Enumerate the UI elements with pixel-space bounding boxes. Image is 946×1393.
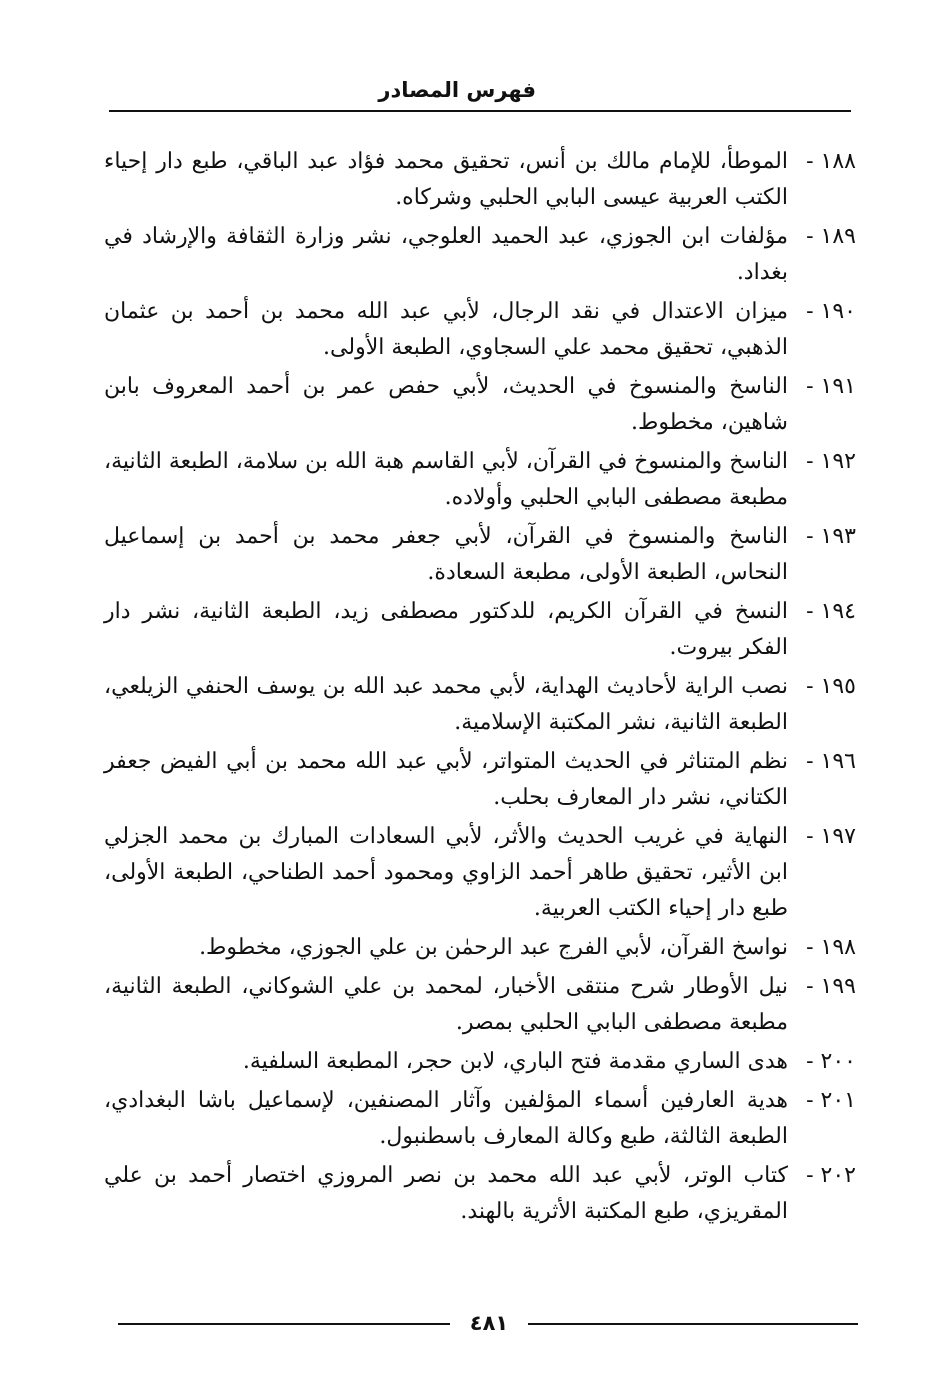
entry-number: ٢٠٢ - [806,1163,856,1188]
bibliography-entry [104,819,856,927]
entry-text: الناسخ والمنسوخ في القرآن، لأبي القاسم هبة الله بن سلامة، الطبعة الثانية، مطبعة مصطفى البابي الحلبي وأولاده. [104,449,788,510]
entry-number: ١٩١ - [806,374,856,399]
entry-number: ١٩٧ - [806,824,856,849]
entry-number: ١٩٩ - [806,974,856,999]
entry-number: ١٩٦ - [806,749,856,774]
bibliography-entry [104,930,856,966]
bibliography-entry [104,144,856,216]
entry-text: نواسخ القرآن، لأبي الفرج عبد الرحمٰن بن علي الجوزي، مخطوط. [199,935,788,960]
entry-text: النسخ في القرآن الكريم، للدكتور مصطفى زيد، الطبعة الثانية، نشر دار الفكر بيروت. [104,599,788,660]
bibliography-entry [104,594,856,666]
bibliography-entry [104,444,856,516]
footer-rule-left [118,1323,450,1325]
page-footer [118,1308,858,1338]
entry-number: ١٩٠ - [806,299,856,324]
bibliography-entry [104,294,856,366]
bibliography-entry [104,669,856,741]
entry-text: كتاب الوتر، لأبي عبد الله محمد بن نصر المروزي اختصار أحمد بن علي المقريزي، طبع المكتبة الأثرية بالهند. [104,1163,788,1224]
entry-text: النهاية في غريب الحديث والأثر، لأبي السعادات المبارك بن محمد الجزلي ابن الأثير، تحقيق طاهر أحمد الزاوي ومحمود أحمد الطناحي، الطبعة الأولى، طبع دار إحياء الكتب العربية. [104,824,789,921]
entry-number: ١٩٨ - [806,935,856,960]
entry-text: هدية العارفين أسماء المؤلفين وآثار المصنفين، لإسماعيل باشا البغدادي، الطبعة الثالثة، طبع وكالة المعارف باسطنبول. [104,1088,788,1149]
entry-number: ١٩٣ - [806,524,856,549]
bibliography-entry [104,744,856,816]
entry-number: ١٩٢ - [806,449,856,474]
entry-number: ٢٠٠ - [806,1049,856,1074]
bibliography-entry [104,1083,856,1155]
entry-text: نظم المتناثر في الحديث المتواتر، لأبي عبد الله محمد بن أبي الفيض جعفر الكتاني، نشر دار المعارف بحلب. [104,749,788,810]
entry-number: ١٩٥ - [806,674,856,699]
entry-text: الناسخ والمنسوخ في القرآن، لأبي جعفر محمد بن أحمد بن إسماعيل النحاس، الطبعة الأولى، مطبعة السعادة. [104,524,788,585]
bibliography-entry [104,1044,856,1080]
entry-text: نيل الأوطار شرح منتقى الأخبار، لمحمد بن علي الشوكاني، الطبعة الثانية، مطبعة مصطفى البابي الحلبي بمصر. [104,974,788,1035]
entry-text: الناسخ والمنسوخ في الحديث، لأبي حفص عمر بن أحمد المعروف بابن شاهين، مخطوط. [104,374,788,435]
bibliography-entry [104,1158,856,1230]
entry-number: ٢٠١ - [806,1088,856,1113]
entry-text: هدى الساري مقدمة فتح الباري، لابن حجر، المطبعة السلفية. [242,1049,788,1074]
footer-rule-right [528,1323,858,1325]
entry-text: الموطأ، للإمام مالك بن أنس، تحقيق محمد فؤاد عبد الباقي، طبع دار إحياء الكتب العربية عيسى البابي الحلبي وشركاه. [104,149,788,210]
entry-text: مؤلفات ابن الجوزي، عبد الحميد العلوجي، نشر وزارة الثقافة والإرشاد في بغداد. [104,224,788,285]
bibliography-entry [104,519,856,591]
bibliography-entry [104,969,856,1041]
running-title: فهرس المصادر [378,78,536,102]
entry-number: ١٨٨ - [806,149,856,174]
header-rule [109,110,851,112]
bibliography-entry [104,219,856,291]
entry-text: ميزان الاعتدال في نقد الرجال، لأبي عبد الله محمد بن أحمد بن عثمان الذهبي، تحقيق محمد علي السجاوي، الطبعة الأولى. [104,299,788,360]
bibliography-list [104,144,856,1233]
entry-number: ١٩٤ - [806,599,856,624]
entry-number: ١٨٩ - [806,224,856,249]
entry-text: نصب الراية لأحاديث الهداية، لأبي محمد عبد الله بن يوسف الحنفي الزيلعي، الطبعة الثانية، نشر المكتبة الإسلامية. [104,674,788,735]
bibliography-entry [104,369,856,441]
page-number: ٤٨١ [469,1311,509,1335]
